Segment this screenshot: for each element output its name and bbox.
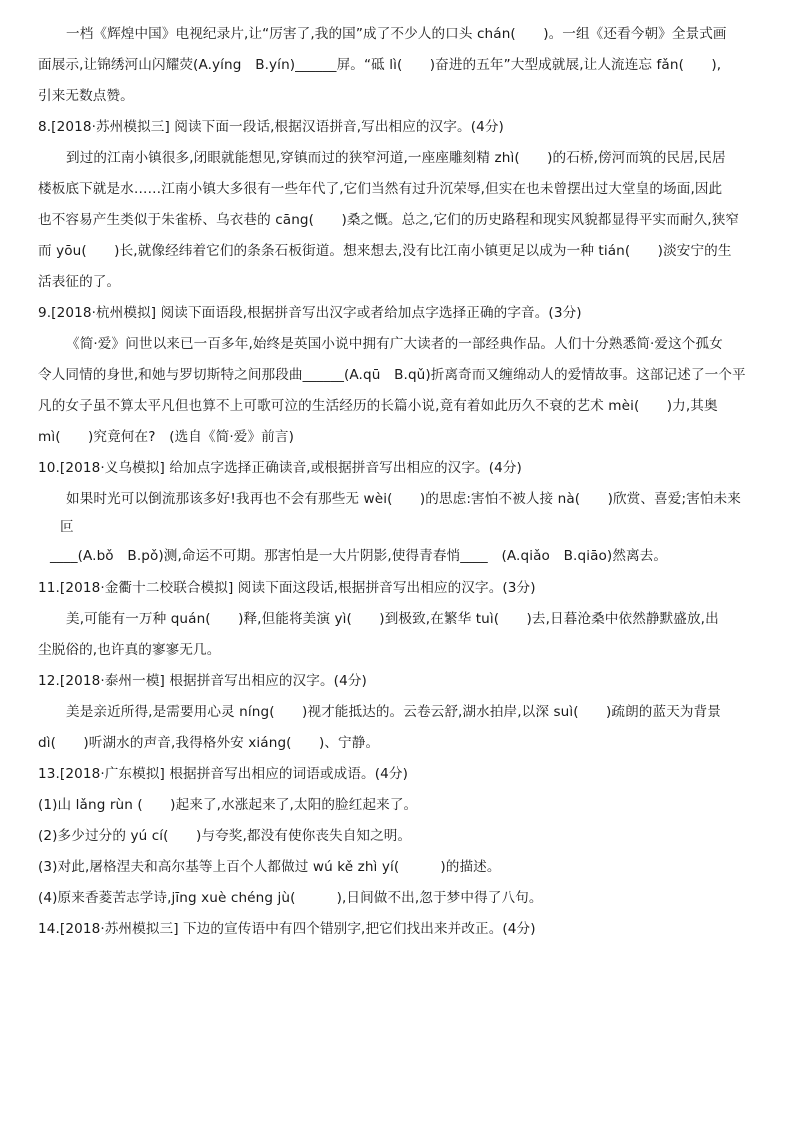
question-12-heading: 12.[2018·泰州一模] 根据拼音写出相应的汉字。(4分)	[38, 673, 367, 689]
question-8-line-4: 而 yōu( )长,就像经纬着它们的条条石板街道。想来想去,没有比江南小镇更足以成为一种 tián( )淡安宁的生	[38, 243, 732, 259]
question-12-line-1: 美是亲近所得,是需要用心灵 níng( )视才能抵达的。云卷云舒,湖水拍岸,以深 suì( )疏朗的蓝天为背景	[66, 704, 721, 720]
question-11-heading: 11.[2018·金衢十二校联合模拟] 阅读下面这段话,根据拼音写出相应的汉字。(3分)	[38, 580, 536, 596]
question-11-line-2: 尘脱俗的,也许真的寥寥无几。	[38, 642, 221, 658]
question-12-line-2: dì( )听湖水的声音,我得格外安 xiáng( )、宁静。	[38, 735, 380, 751]
question-9-line-3: 凡的女子虽不算太平凡但也算不上可歌可泣的生活经历的长篇小说,竟有着如此历久不衰的艺术 mèi( )力,其奥	[38, 398, 718, 414]
question-8-heading: 8.[2018·苏州模拟三] 阅读下面一段话,根据汉语拼音,写出相应的汉字。(4分)	[38, 119, 504, 135]
question-13-item-3: (3)对此,屠格涅夫和高尔基等上百个人都做过 wú kě zhì yí( )的描述。	[38, 859, 501, 875]
question-8-line-1: 到过的江南小镇很多,闭眼就能想见,穿镇而过的狭窄河道,一座座雕刻精 zhì( )的石桥,傍河而筑的民居,民居	[66, 150, 726, 166]
question-13-item-2: (2)多少过分的 yú cí( )与夸奖,都没有使你丧失自知之明。	[38, 828, 412, 844]
passage-7-line-3: 引来无数点赞。	[38, 88, 134, 104]
question-13-item-4: (4)原来香菱苦志学诗,jīng xuè chéng jù( ),日间做不出,忽于梦中得了八句。	[38, 890, 543, 906]
question-10-line-2: ____(A.bǒ B.pǒ)测,命运不可期。那害怕是一大片阴影,使得青春悄____ (A.qiǎo B.qiāo)然离去。	[50, 548, 668, 564]
question-8-line-2: 楼板底下就是水……江南小镇大多很有一些年代了,它们当然有过升沉荣辱,但实在也未曾摆出过大堂皇的场面,因此	[38, 181, 723, 197]
question-9-line-4: mì( )究竟何在? (选自《简·爱》前言)	[38, 429, 294, 445]
passage-7-line-1: 一档《辉煌中国》电视纪录片,让“厉害了,我的国”成了不少人的口头 chán( )。一组《还看今朝》全景式画	[66, 26, 727, 42]
question-9-line-1: 《简·爱》问世以来已一百多年,始终是英国小说中拥有广大读者的一部经典作品。人们十分熟悉简·爱这个孤女	[66, 336, 723, 352]
question-10-heading: 10.[2018·义乌模拟] 给加点字选择正确读音,或根据拼音写出相应的汉字。(4分)	[38, 460, 522, 476]
question-14-heading: 14.[2018·苏州模拟三] 下边的宣传语中有四个错别字,把它们找出来并改正。(4分)	[38, 921, 536, 937]
question-10-dotted-char: 叵	[60, 519, 74, 535]
question-9-heading: 9.[2018·杭州模拟] 阅读下面语段,根据拼音写出汉字或者给加点字选择正确的字音。(3分)	[38, 305, 582, 321]
question-8-line-3: 也不容易产生类似于朱雀桥、乌衣巷的 cāng( )桑之慨。总之,它们的历史路程和现实风貌都显得平实而耐久,狭窄	[38, 212, 740, 228]
question-8-line-5: 活表征的了。	[38, 274, 121, 290]
question-11-line-1: 美,可能有一万种 quán( )释,但能将美演 yì( )到极致,在繁华 tuì( )去,日暮沧桑中依然静默盛放,出	[66, 611, 719, 627]
question-13-item-1: (1)山 lǎng rùn ( )起来了,水涨起来了,太阳的脸红起来了。	[38, 797, 418, 813]
question-13-heading: 13.[2018·广东模拟] 根据拼音写出相应的词语或成语。(4分)	[38, 766, 408, 782]
passage-7-line-2: 面展示,让锦绣河山闪耀荧(A.yíng B.yín)______屏。“砥 lì( )奋进的五年”大型成就展,让人流连忘 fǎn( ),	[38, 57, 722, 73]
question-9-line-2: 令人同情的身世,和她与罗切斯特之间那段曲______(A.qū B.qǔ)折离奇而又缠绵动人的爱情故事。这部记述了一个平	[38, 367, 746, 383]
question-10-line-1: 如果时光可以倒流那该多好!我再也不会有那些无 wèi( )的思虑:害怕不被人接 nà( )欣赏、喜爱;害怕未来	[66, 491, 741, 507]
